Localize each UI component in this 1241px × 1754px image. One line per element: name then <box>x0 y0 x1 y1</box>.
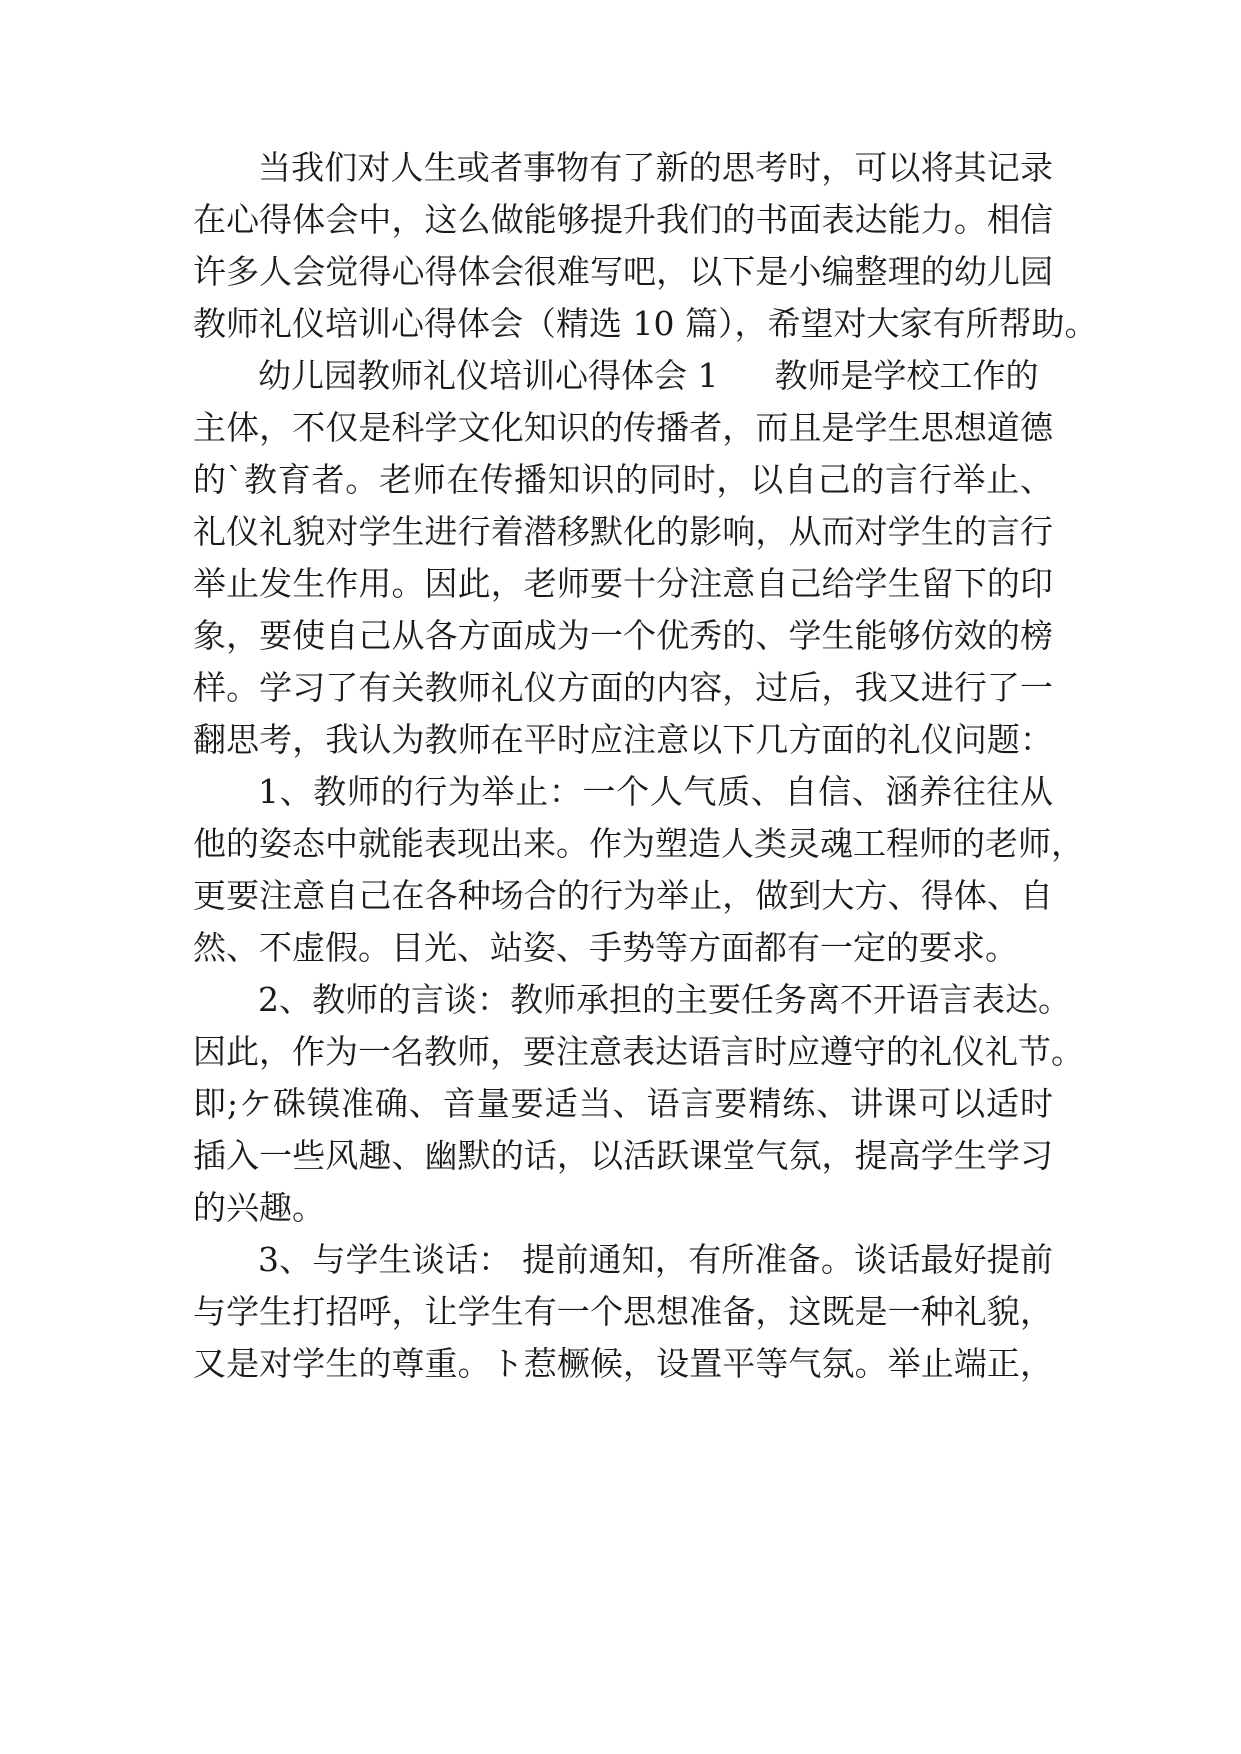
paragraph-2-line-3: 礼仪礼貌对学生进行着潜移默化的影响，从而对学生的言行 <box>193 512 1053 551</box>
paragraph-4-line-4: 插入一些风趣、幽默的话，以活跃课堂气氛，提高学生学习 <box>193 1136 1053 1175</box>
paragraph-2-line-2: 的`教育者。老师在传播知识的同时，以自己的言行举止、 <box>193 460 1053 499</box>
paragraph-2-line-6: 样。学习了有关教师礼仪方面的内容，过后，我又进行了一 <box>193 668 1053 707</box>
paragraph-2-line-4: 举止发生作用。因此，老师要十分注意自己给学生留下的印 <box>193 564 1053 603</box>
paragraph-2-line-7: 翻思考，我认为教师在平时应注意以下几方面的礼仪问题： <box>193 720 1053 759</box>
paragraph-1-line-1: 当我们对人生或者事物有了新的思考时，可以将其记录 <box>258 148 1053 187</box>
section-heading-tail: 教师是学校工作的 <box>774 356 1039 395</box>
paragraph-1-line-3: 许多人会觉得心得体会很难写吧，以下是小编整理的幼儿园 <box>193 252 1053 291</box>
paragraph-1-line-4: 教师礼仪培训心得体会（精选 10 篇），希望对大家有所帮助。 <box>193 304 1098 343</box>
paragraph-2-heading-line <box>258 356 1053 396</box>
paragraph-4-line-2: 因此，作为一名教师，要注意表达语言时应遵守的礼仪礼节。 <box>193 1032 1084 1071</box>
paragraph-1-line-2: 在心得体会中，这么做能够提升我们的书面表达能力。相信 <box>193 200 1053 239</box>
paragraph-5-line-1: 3、与学生谈话： 提前通知，有所准备。谈话最好提前 <box>258 1240 1053 1279</box>
paragraph-3-line-3: 更要注意自己在各种场合的行为举止，做到大方、得体、自 <box>193 876 1053 915</box>
paragraph-2-line-5: 象，要使自己从各方面成为一个优秀的、学生能够仿效的榜 <box>193 616 1053 655</box>
paragraph-3-line-1: 1、教师的行为举止：一个人气质、自信、涵养往往从 <box>258 772 1053 811</box>
paragraph-3-line-4: 然、不虚假。目光、站姿、手势等方面都有一定的要求。 <box>193 928 1018 967</box>
paragraph-5-line-3: 又是对学生的尊重。ト惹橛候，设置平等气氛。举止端正， <box>193 1344 1053 1383</box>
paragraph-4-line-3: 即;ケ硃镆准确、音量要适当、语言要精练、讲课可以适时 <box>193 1084 1053 1123</box>
paragraph-4-line-5: 的兴趣。 <box>193 1188 325 1227</box>
paragraph-3-line-2: 他的姿态中就能表现出来。作为塑造人类灵魂工程师的老师， <box>193 824 1084 863</box>
paragraph-5-line-2: 与学生打招呼，让学生有一个思想准备，这既是一种礼貌， <box>193 1292 1053 1331</box>
section-heading: 幼儿园教师礼仪培训心得体会 1 <box>258 356 719 395</box>
paragraph-2-line-1: 主体，不仅是科学文化知识的传播者，而且是学生思想道德 <box>193 408 1053 447</box>
paragraph-4-line-1: 2、教师的言谈：教师承担的主要任务离不开语言表达。 <box>258 980 1071 1019</box>
